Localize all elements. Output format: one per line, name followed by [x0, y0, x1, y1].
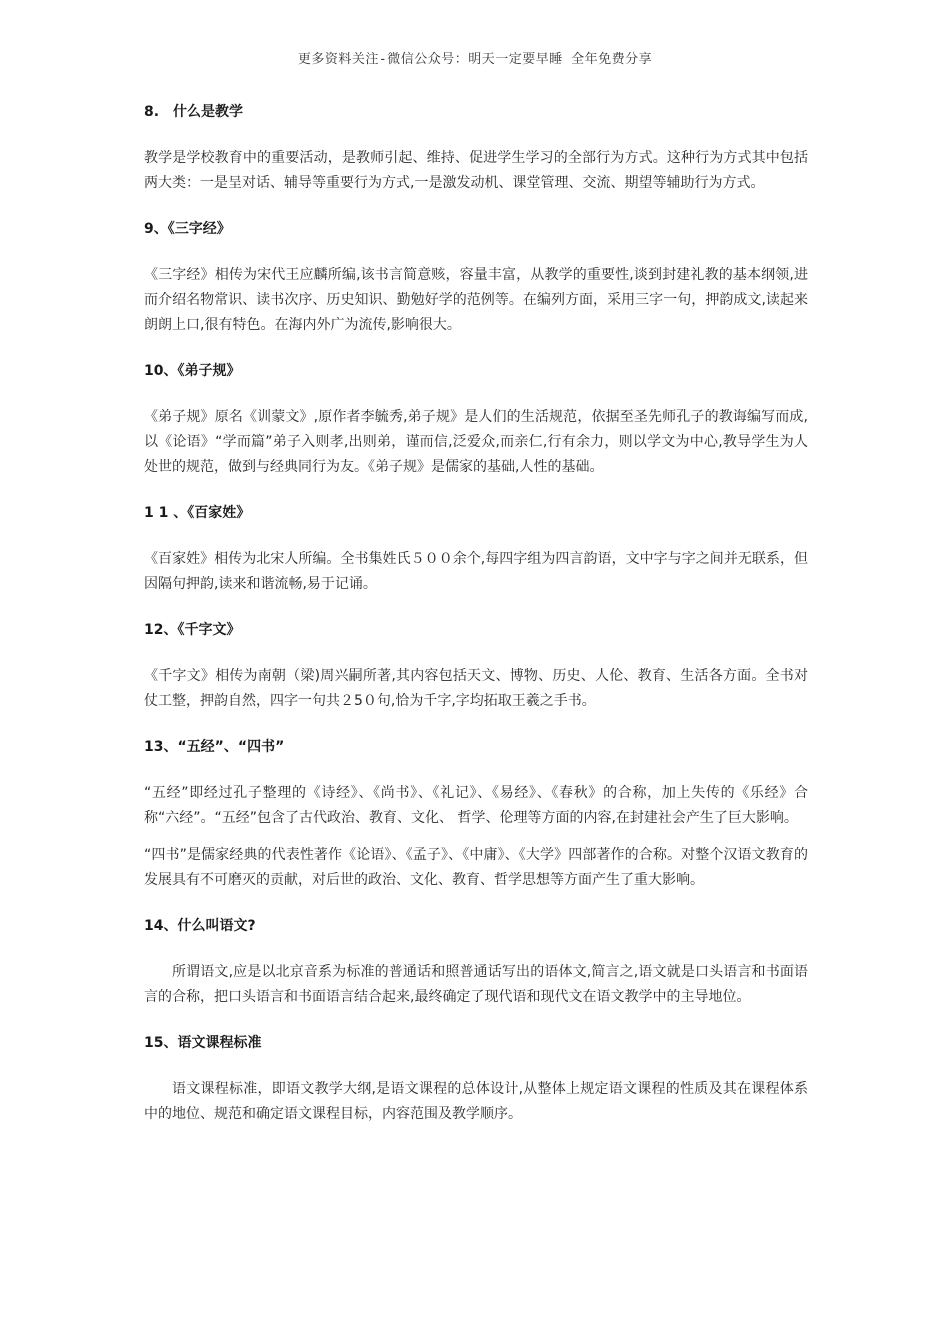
- section-15-paragraph: 语文课程标准，即语文教学大纲,是语文课程的总体设计,从整体上规定语文课程的性质及其在课程体系中的地位、规范和确定语文课程目标，内容范围及教学顺序。: [144, 1081, 808, 1122]
- section-heading-8: 8. 什么是教学: [144, 104, 244, 120]
- section-heading-10: 10、《弟子规》: [144, 363, 241, 379]
- section-14-paragraph: 所谓语文,应是以北京音系为标准的普通话和照普通话写出的语体文,简言之,语文就是口头语言和书面语言的合称，把口头语言和书面语言结合起来,最终确定了现代语和现代文在语文教学中的主导地位。: [144, 964, 808, 1005]
- section-heading-12: 12、《千字文》: [144, 622, 241, 638]
- section-10-paragraph: 《弟子规》原名《训蒙文》,原作者李毓秀,弟子规》是人们的生活规范，依据至圣先师孔子的教诲编写而成,以《论语》“学而篇”弟子入则孝,出则弟，谨而信,泛爱众,而亲仁,行有余力，则以学文为中心,教导学生为人处世的规范，做到与经典同行为友。《弟子规》是儒家的基础,人性的基础。: [144, 409, 808, 475]
- section-heading-14: 14、什么叫语文?: [144, 918, 256, 934]
- section-11-paragraph: 《百家姓》相传为北宋人所编。全书集姓氏５００余个,每四字组为四言韵语，文中字与字之间并无联系，但因隔句押韵,读来和谐流畅,易于记诵。: [144, 551, 808, 592]
- section-heading-13: 13、“五经”、“四书”: [144, 739, 285, 755]
- page-header: 更多资料关注-微信公众号：明天一定要早睡 全年免费分享: [297, 52, 653, 67]
- section-heading-11: 1 1 、《百家姓》: [144, 505, 251, 521]
- section-9-paragraph: 《三字经》相传为宋代王应麟所编,该书言简意赅，容量丰富，从教学的重要性,谈到封建礼教的基本纲领,进而介绍名物常识、读书次序、历史知识、勤勉好学的范例等。在编列方面，采用三字一句，押韵成文,读起来朗朗上口,很有特色。在海内外广为流传,影响很大。: [144, 267, 808, 333]
- section-12-paragraph: 《千字文》相传为南朝（梁)周兴嗣所著,其内容包括天文、博物、历史、人伦、教育、生活各方面。全书对仗工整，押韵自然，四字一句共２5０句,恰为千字,字均拓取王羲之手书。: [144, 668, 808, 709]
- section-heading-9: 9、《三字经》: [144, 221, 231, 237]
- section-heading-15: 15、语文课程标准: [144, 1035, 262, 1051]
- document-body: [144, 100, 808, 1148]
- section-8-paragraph: 教学是学校教育中的重要活动，是教师引起、维持、促进学生学习的全部行为方式。这种行为方式其中包括两大类：一是呈对话、辅导等重要行为方式,一是激发动机、课堂管理、交流、期望等辅助行为方式。: [144, 150, 808, 191]
- section-13-paragraph-2: “四书”是儒家经典的代表性著作《论语》、《孟子》、《中庸》、《大学》四部著作的合称。对整个汉语文教育的发展具有不可磨灭的贡献，对后世的政治、文化、教育、哲学思想等方面产生了重大影响。: [144, 847, 808, 888]
- section-13-paragraph-1: “五经”即经过孔子整理的《诗经》、《尚书》、《礼记》、《易经》、《春秋》的合称，加上失传的《乐经》合称“六经”。“五经”包含了古代政治、教育、文化、 哲学、伦理等方面的内容,在封建社会产生了巨大影响。: [144, 785, 808, 826]
